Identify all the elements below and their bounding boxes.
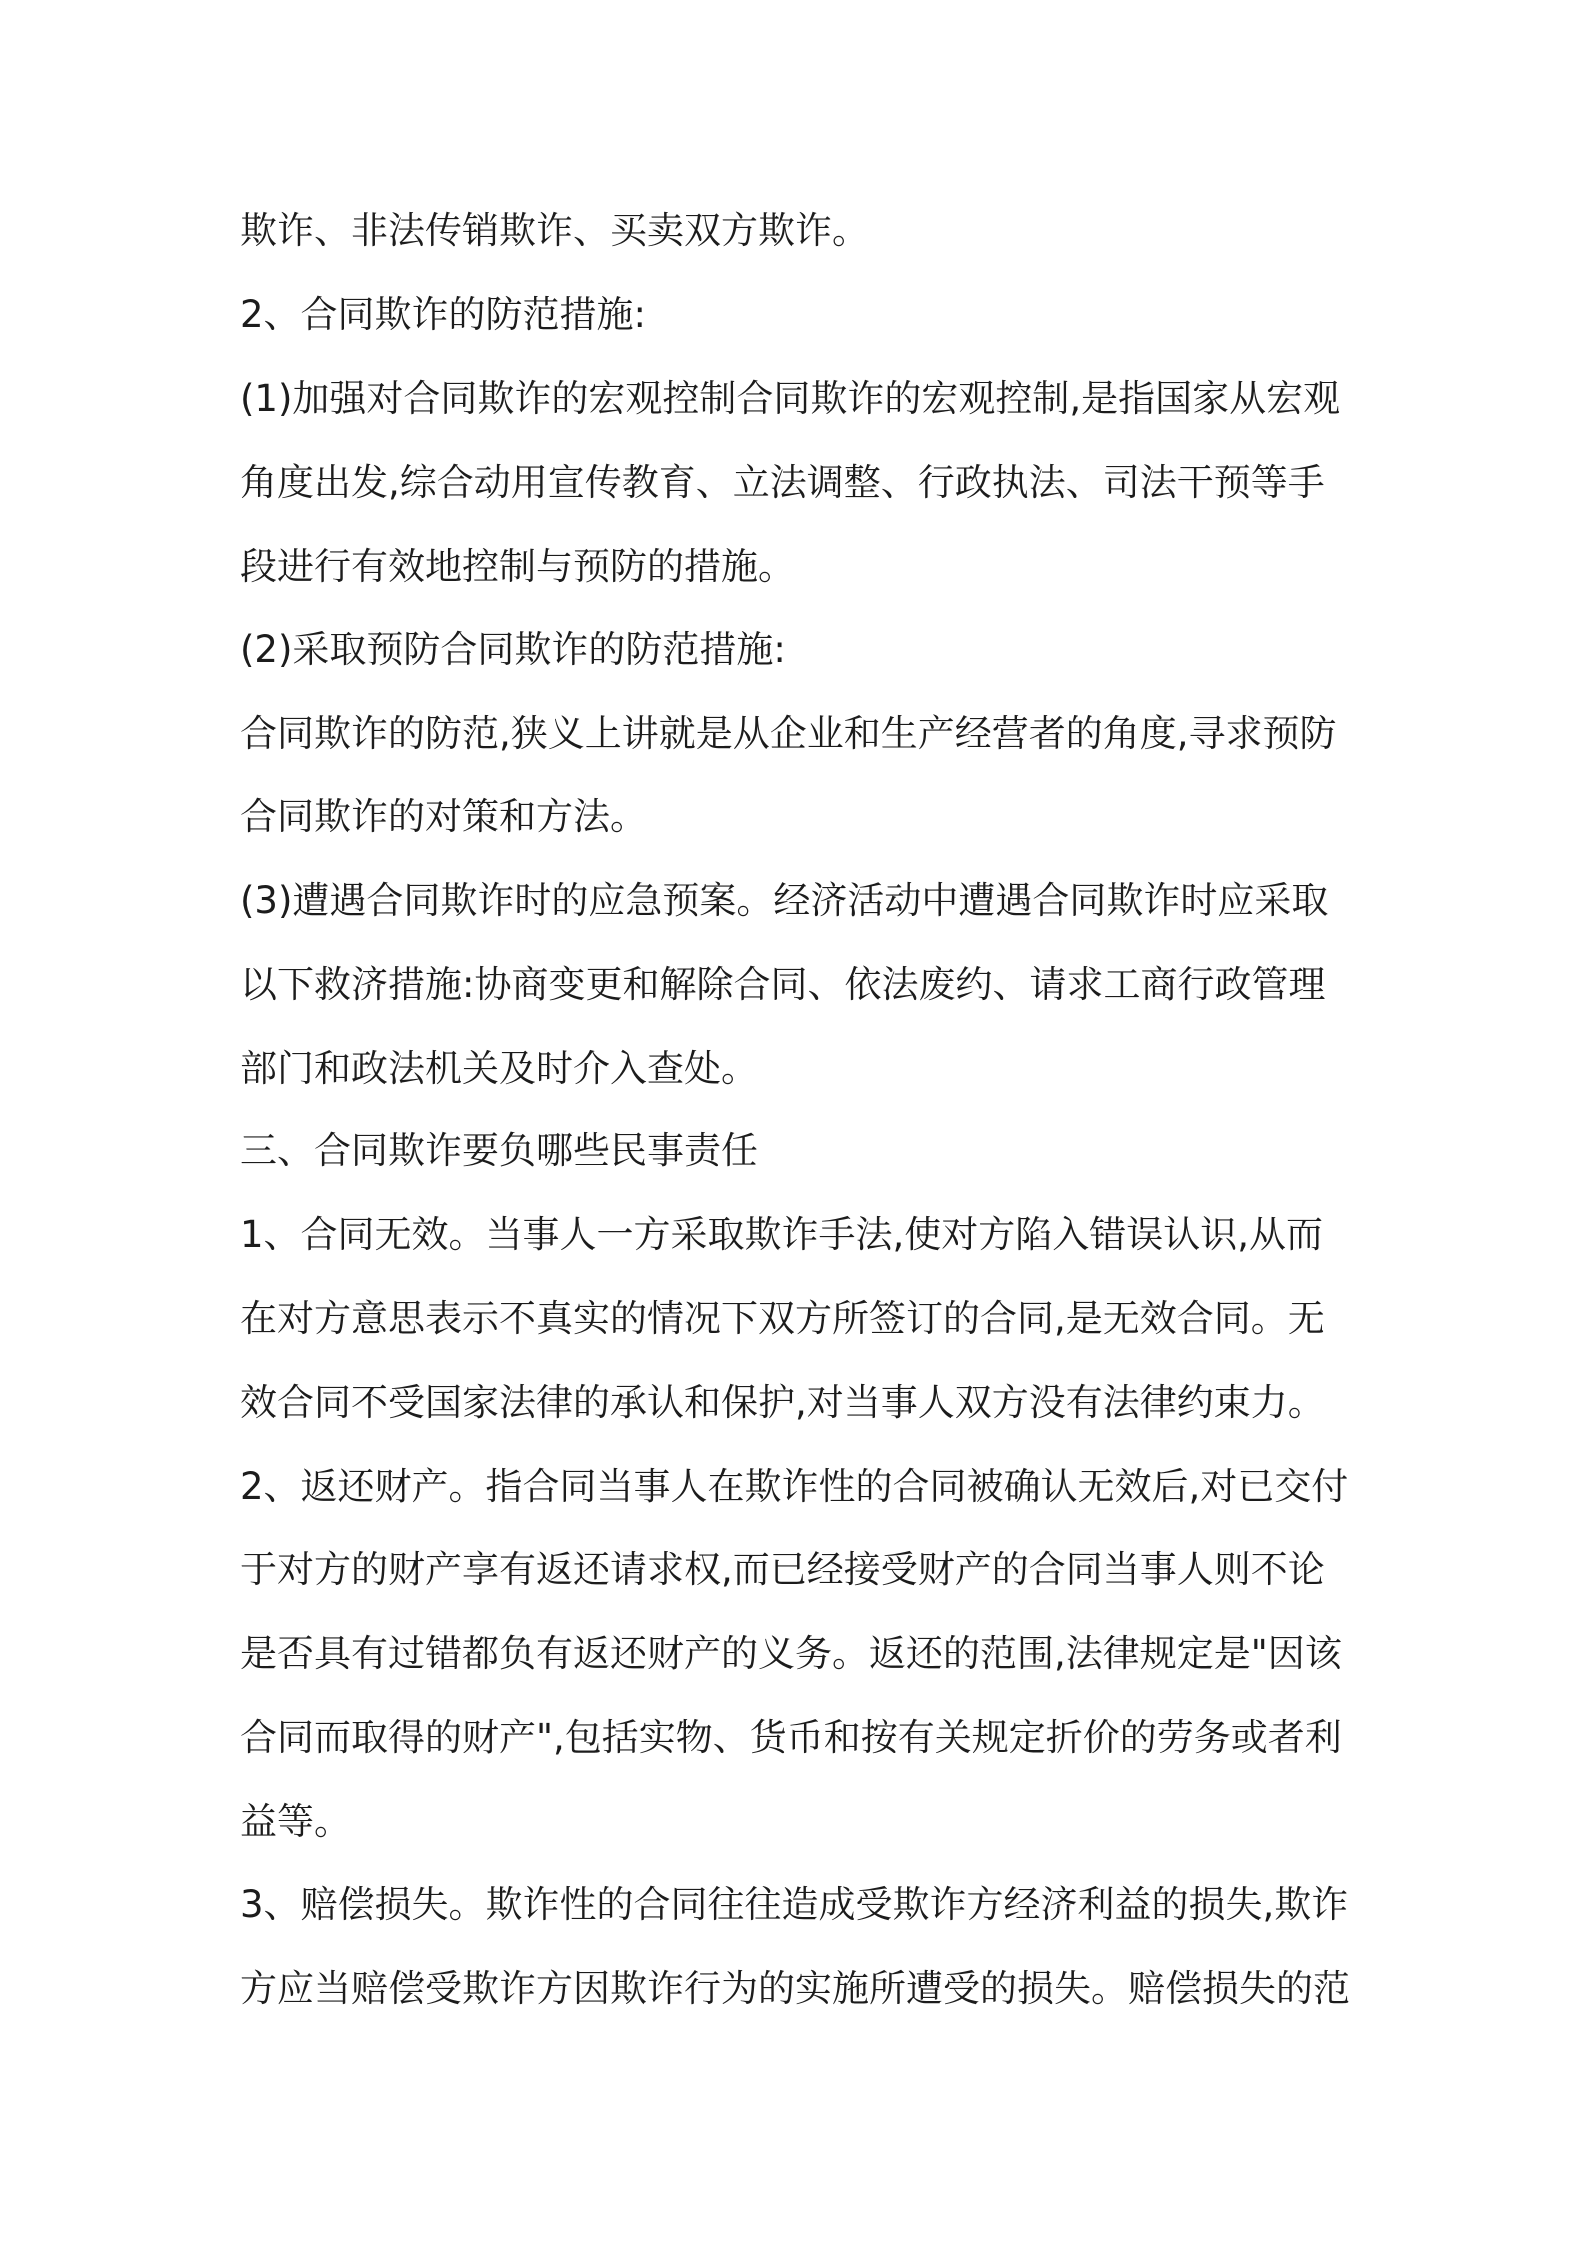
text-line: 合同欺诈的对策和方法。: [240, 795, 647, 838]
text-line: 效合同不受国家法律的承认和保护,对当事人双方没有法律约束力。: [240, 1381, 1325, 1424]
text-line: 角度出发,综合动用宣传教育、立法调整、行政执法、司法干预等手: [240, 461, 1325, 504]
section-heading: 三、合同欺诈要负哪些民事责任: [240, 1129, 758, 1172]
text-line: 欺诈、非法传销欺诈、买卖双方欺诈。: [240, 209, 869, 252]
text-line: 段进行有效地控制与预防的措施。: [240, 545, 795, 588]
text-line: (3)遭遇合同欺诈时的应急预案。经济活动中遭遇合同欺诈时应采取: [240, 879, 1329, 922]
text-line: 以下救济措施:协商变更和解除合同、依法废约、请求工商行政管理: [240, 963, 1326, 1006]
text-line: 1、合同无效。当事人一方采取欺诈手法,使对方陷入错误认识,从而: [240, 1213, 1324, 1256]
text-line: (2)采取预防合同欺诈的防范措施:: [240, 628, 786, 671]
text-line: 合同欺诈的防范,狭义上讲就是从企业和生产经营者的角度,寻求预防: [240, 712, 1337, 755]
text-line: 益等。: [240, 1800, 351, 1843]
section-heading: 2、合同欺诈的防范措施:: [240, 293, 647, 336]
text-line: (1)加强对合同欺诈的宏观控制合同欺诈的宏观控制,是指国家从宏观: [240, 377, 1341, 420]
text-line: 合同而取得的财产",包括实物、货币和按有关规定折价的劳务或者利: [240, 1716, 1342, 1759]
text-line: 2、返还财产。指合同当事人在欺诈性的合同被确认无效后,对已交付: [240, 1465, 1349, 1508]
text-line: 在对方意思表示不真实的情况下双方所签订的合同,是无效合同。无: [240, 1297, 1325, 1340]
text-line: 部门和政法机关及时介入查处。: [240, 1047, 758, 1090]
text-line: 于对方的财产享有返还请求权,而已经接受财产的合同当事人则不论: [240, 1548, 1325, 1591]
text-line: 3、赔偿损失。欺诈性的合同往往造成受欺诈方经济利益的损失,欺诈: [240, 1883, 1349, 1926]
text-line: 方应当赔偿受欺诈方因欺诈行为的实施所遭受的损失。赔偿损失的范: [240, 1967, 1350, 2010]
text-line: 是否具有过错都负有返还财产的义务。返还的范围,法律规定是"因该: [240, 1632, 1342, 1675]
